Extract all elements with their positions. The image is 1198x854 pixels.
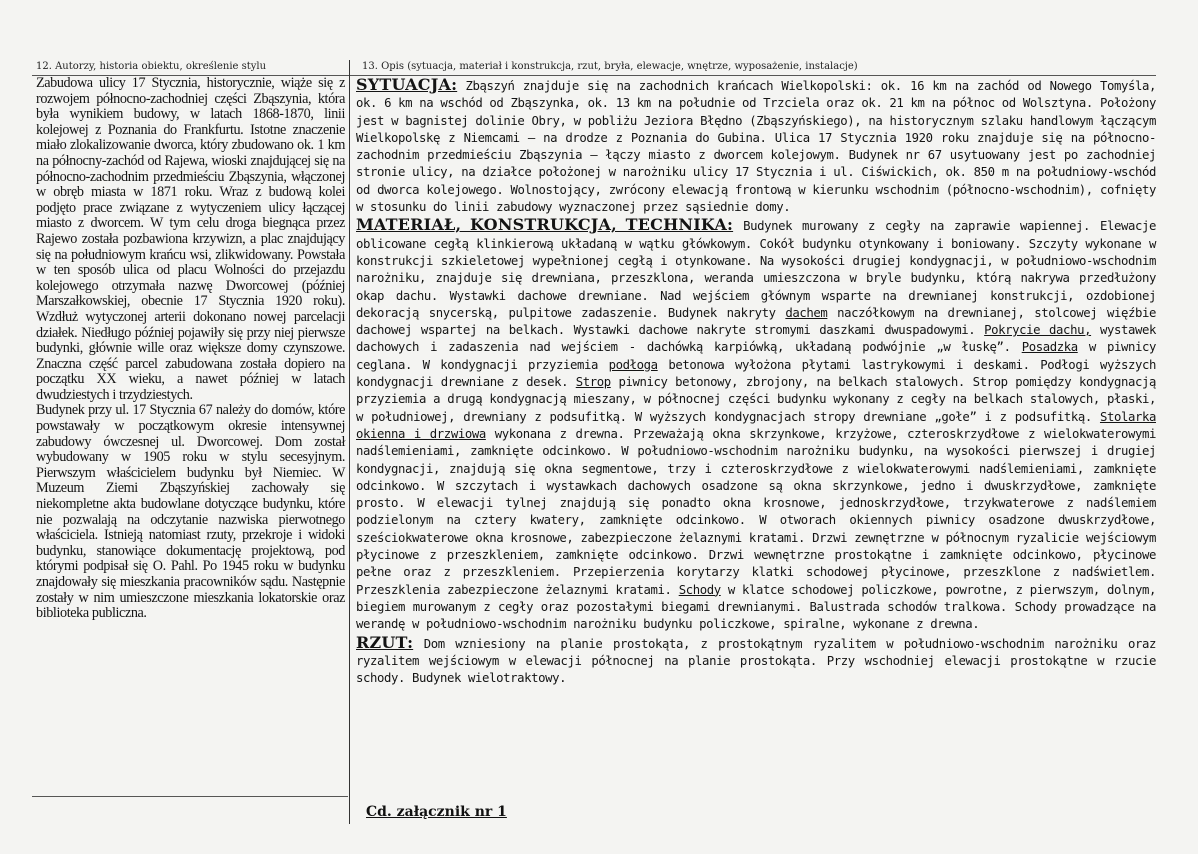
term-stolarka: Stolarka okienna i drzwiowa: [356, 409, 1156, 441]
material-text: wykonana z drewna. Przeważają okna skrzynkowe, krzyżowe, czteroskrzydłowe z wielokwaterowymi nadślemieniami, zamknięte odcinkowo. W południowo-wschodnim narożniku budynku, na wysokości pierwszej i drugiej kondygnacji, znajdują się okna segmentowe, trzy i czteroskrzydłowe z wielokwaterowymi nadślemieniami, zamknięte odcinkowo. W szczytach i wystawkach dachowych osadzone są okna skrzynkowe, jedno i dwuskrzydłowe, zamknięte prosto. W elewacji tylnej znajdują się ponadto okna krosnowe, jednoskrzydłowe, trzykwaterowe z nadślemiem podzielonym na cztery kwatery, zamknięte odcinkowo. W otworach okiennych piwnicy osadzone dwuskrzydłowe, sześciokwaterowe okna krosnowe, zabezpieczone żelaznymi kratami. Drzwi zewnętrzne w północnym ryzalicie wejściowym płycinowe z przeszkleniem, zamknięte odcinkowo. Drzwi wewnętrzne prostokątne i zamknięte odcinkowo, płycinowe pełne oraz z przeszkleniem. Przepierzenia korytarzy klatki schodowej płycinowe, przeszklone z nadświetlem. Przeszklenia zabezpieczone żelaznymi kratami.: [356, 426, 1157, 597]
history-paragraph-building: Budynek przy ul. 17 Stycznia 67 należy do domów, które powstawały w początkowym okresie intensywnej zabudowy ówczesnej ul. Dworcowej. Dom został wybudowany w 1905 roku w stylu secesyjnym. Pierwszym właścicielem budynku był Niemiec. W Muzeum Ziemi Zbąszyńskiej zachowały się niekompletne akta budowlane dotyczące budynku, które nie pozwalają na odczytanie nazwiska pierwotnego właściciela. Istnieją natomiast rzuty, przekroje i widoki budynku, stanowiące dokumentację projektową, pod którymi podpisał się O. Pahl. Po 1945 roku w budynku znajdowały się mieszkania pracowników sądu. Następnie zostały w nim umieszczone mieszkania lokatorskie oraz biblioteka publiczna.: [36, 402, 345, 622]
term-podloga: podłoga: [608, 357, 658, 372]
term-schody: Schody: [678, 582, 721, 597]
description-column: [356, 76, 1156, 687]
term-dachem: dachem: [785, 305, 828, 320]
section-rzut: [356, 634, 1156, 688]
section-material: [356, 216, 1156, 633]
history-paragraph-street: Zabudowa ulicy 17 Stycznia, historycznie, wiąże się z rozwojem północno-zachodniej części Zbąszynia, która była wynikiem budowy, w latach 1868-1870, linii kolejowej z Poznania do Frankfurtu. Istotne znaczenie miało zlokalizowanie dworca, który zbudowano ok. 1 km na północny-zachód od Rajewa, wioski znajdującej się na północno-zachodnim przedmieściu Zbąszynia, włączonej w obręb miasta w 1871 roku. Wraz z budową kolei podjęto prace związane z wytyczeniem ulicy łączącej miasto z dworcem. W tym celu droga biegnąca przez Rajewo została pozbawiona krzywizn, a plac znajdujący się na południowym krańcu wsi, zlikwidowany. Powstała w ten sposób ulica od placu Wolności do przejazdu kolejowego otrzymała nazwę Dworcowej (później Marszałkowskiej, obecnie 17 Stycznia 1920 roku). Wzdłuż wytyczonej arterii dokonano nowej parcelacji działek. Niedługo później pojawiły się przy niej pierwsze budynki, głównie wille oraz większe domy czynszowe. Znaczna część parcel zabudowana została dopiero na początku XX wieku, a nawet później w latach dwudziestych i trzydziestych.: [36, 75, 345, 403]
section-sytuacja: [356, 76, 1156, 216]
material-heading: MATERIAŁ, KONSTRUKCJA, TECHNIKA:: [356, 215, 734, 235]
material-text: piwnicy betonowy, zbrojony, na belkach stalowych. Strop pomiędzy kondygnacją przyziemia a drugą kondygnacją mieszany, w północnej części budynku wykonany z cegły na belkach stalowych, płaski, w południowej, drewniany z podsufitką. W wyższych kondygnacjach stropy drewniane „gołe” i z podsufitką.: [356, 375, 1156, 424]
column-divider: [349, 60, 350, 824]
continuation-note: Cd. załącznik nr 1: [366, 804, 507, 820]
material-text: betonowa wyłożona płytami lastrykowymi i deskami. Podłogi wyższych kondygnacji drewniane z desek.: [356, 357, 1156, 390]
material-text: wystawek dachowych i zadaszenia nad wejściem - dachówką karpiówką, układaną podwójnie „w łuskę”.: [356, 323, 1156, 355]
material-text: Budynek murowany z cegły na zaprawie wapiennej. Elewacje oblicowane cegłą klinkierową układaną w wątku główkowym. Cokół budynku otynkowany i boniowany. Szczyty wykonane w konstrukcji szkieletowej wypełnionej cegłą i otynkowane. Na wysokości drugiej kondygnacji, w południowo-wschodnim narożniku, znajduje się drewniana, przeszklona, weranda umieszczona w bryle budynku, którą nakrywa przedłużony okap dachu. Wystawki dachowe drewniane. Nad wejściem głównym wsparte na drewnianej konstrukcji, ozdobionej dekoracją snycerską, pulpitowe zadaszenie. Budynek nakryty: [356, 219, 1156, 320]
material-text: w piwnicy ceglana. W kondygnacji przyziemia: [356, 340, 1157, 372]
history-column: [36, 76, 345, 622]
term-pokrycie-dachu: Pokrycie dachu,: [984, 323, 1092, 338]
material-text: naczółkowym na drewnianej, stolcowej więźbie dachowej wspartej na belkach. Wystawki dachowe nakryte stromymi daszkami dwuspadowymi.: [356, 305, 1157, 338]
right-column-header: 13. Opis (sytuacja, materiał i konstrukcja, rzut, bryła, elewacje, wnętrze, wyposażenie, instalacje): [362, 61, 858, 72]
sytuacja-heading: SYTUACJA:: [356, 75, 458, 94]
rzut-text: Dom wzniesiony na planie prostokąta, z prostokątnym ryzalitem w południowo-wschodnim narożniku oraz ryzalitem wejściowym w elewacji północnej na planie prostokąta. Przy wschodniej elewacji prostokątne w rzucie schody. Budynek wielotraktowy.: [356, 636, 1156, 686]
left-column-bottom-rule: [32, 796, 348, 797]
material-text: w klatce schodowej policzkowe, powrotne, z pierwszym, dolnym, biegiem murowanym z cegły oraz pozostałymi biegami drewnianymi. Balustrada schodów tralkowa. Schody prowadzące na werandę w południowo-wschodnim narożniku budynku policzkowe, spiralne, wykonane z drewna.: [356, 582, 1156, 632]
term-strop: Strop: [575, 375, 611, 390]
term-posadzka: Posadzka: [1021, 340, 1078, 355]
rzut-heading: RZUT:: [356, 632, 414, 652]
left-column-header: 12. Autorzy, historia obiektu, określenie stylu: [36, 61, 267, 72]
sytuacja-text: Zbąszyń znajduje się na zachodnich krańcach Wielkopolski: ok. 16 km na zachód od Nowego Tomyśla, ok. 6 km na wschód od Zbąszynka, ok. 13 km na południe od Trzciela oraz ok. 21 km na północ od Wolsztyna. Położony jest w bagnistej dolinie Obry, w pobliżu Jeziora Błędno (Zbąszyńskiego), na historycznym szlaku handlowym łączącym Wielkopolskę z Niemcami – na drodze z Poznania do Gubina. Ulica 17 Stycznia 1920 roku znajduje się na północno-zachodnim przedmieściu Zbąszynia – łączy miasto z dworcem kolejowym. Budynek nr 67 usytuowany jest po zachodniej stronie ulicy, na działce położonej w narożniku ulicy 17 Stycznia i ul. Ciświckich, ok. 850 m na południowy-wschód od dworca kolejowego. Wolnostojący, zwrócony elewacją frontową w kierunku wschodnim (północno-wschodnim), cofnięty w stosunku do linii zabudowy wyznaczonej przez sąsiednie domy.: [356, 79, 1156, 215]
